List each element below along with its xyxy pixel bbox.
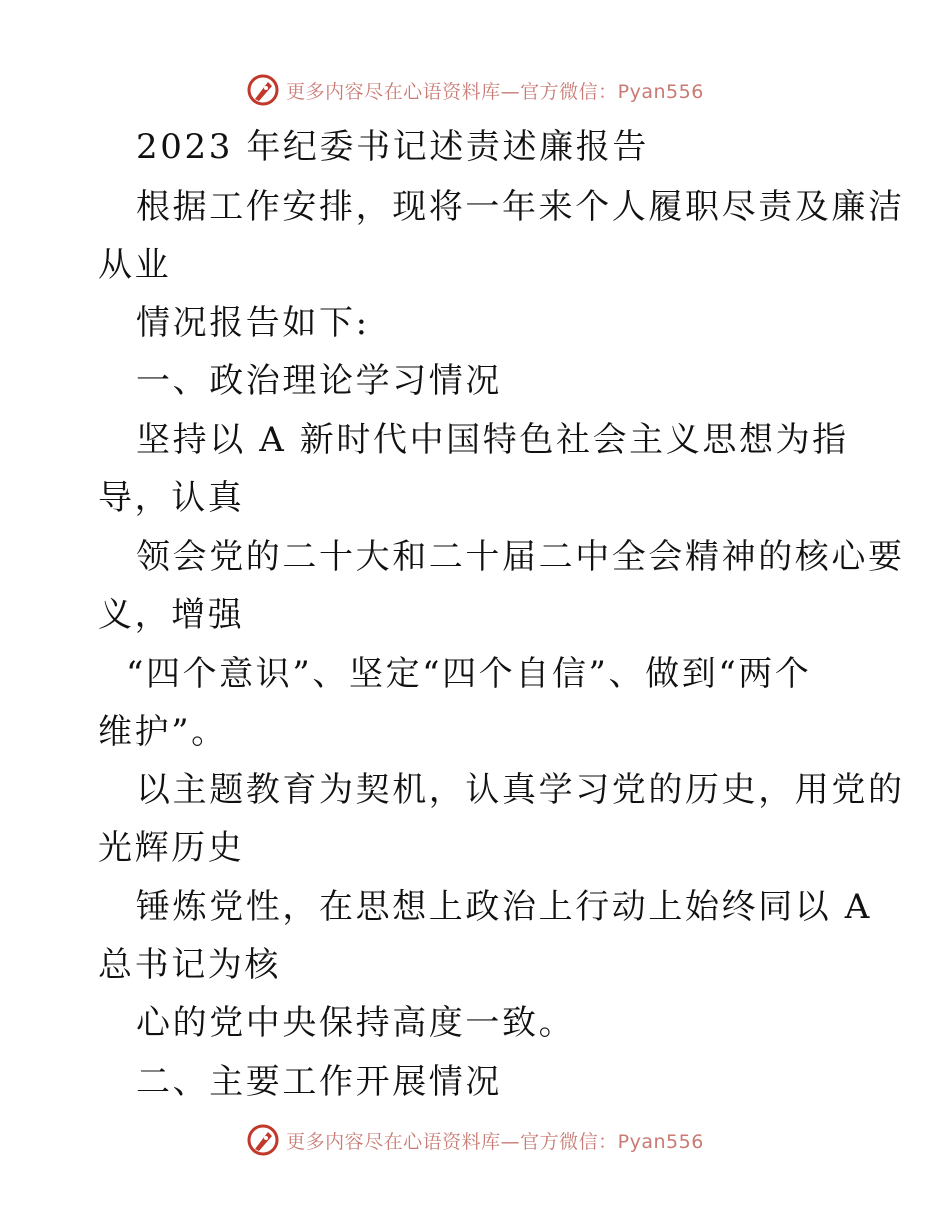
- pen-nib-circle-icon: [246, 1123, 280, 1157]
- paragraph-line: 领会党的二十大和二十届二中全会精神的核心要: [136, 537, 905, 577]
- paragraph-line: 维护”。: [98, 712, 228, 752]
- section-heading: 一、政治理论学习情况: [136, 361, 502, 401]
- watermark-banner-bottom: [0, 1120, 950, 1160]
- paragraph-line: 总书记为核: [98, 945, 281, 985]
- paragraph-line: 义，增强: [98, 595, 245, 635]
- document-title: 2023 年纪委书记述责述廉报告: [136, 127, 649, 167]
- paragraph-line: 情况报告如下:: [136, 303, 370, 343]
- pen-nib-circle-icon: [246, 73, 280, 107]
- paragraph-line: 根据工作安排，现将一年来个人履职尽责及廉洁: [136, 187, 905, 227]
- paragraph-line: 光辉历史: [98, 828, 245, 868]
- paragraph-line: 导，认真: [98, 478, 245, 518]
- watermark-banner-top: [0, 70, 950, 110]
- watermark-text: 更多内容尽在心语资料库—官方微信：Pyan556: [286, 80, 704, 103]
- paragraph-line: 从业: [98, 245, 172, 285]
- paragraph-line: 以主题教育为契机，认真学习党的历史，用党的: [136, 770, 905, 810]
- watermark-text: 更多内容尽在心语资料库—官方微信：Pyan556: [286, 1130, 704, 1153]
- paragraph-line: 锤炼党性，在思想上政治上行动上始终同以 A: [136, 887, 872, 927]
- section-heading: 二、主要工作开展情况: [136, 1062, 502, 1102]
- paragraph-line: “四个意识”、坚定“四个自信”、做到“两个: [126, 654, 812, 694]
- paragraph-line: 坚持以 A 新时代中国特色社会主义思想为指: [136, 420, 849, 460]
- paragraph-line: 心的党中央保持高度一致。: [136, 1003, 576, 1043]
